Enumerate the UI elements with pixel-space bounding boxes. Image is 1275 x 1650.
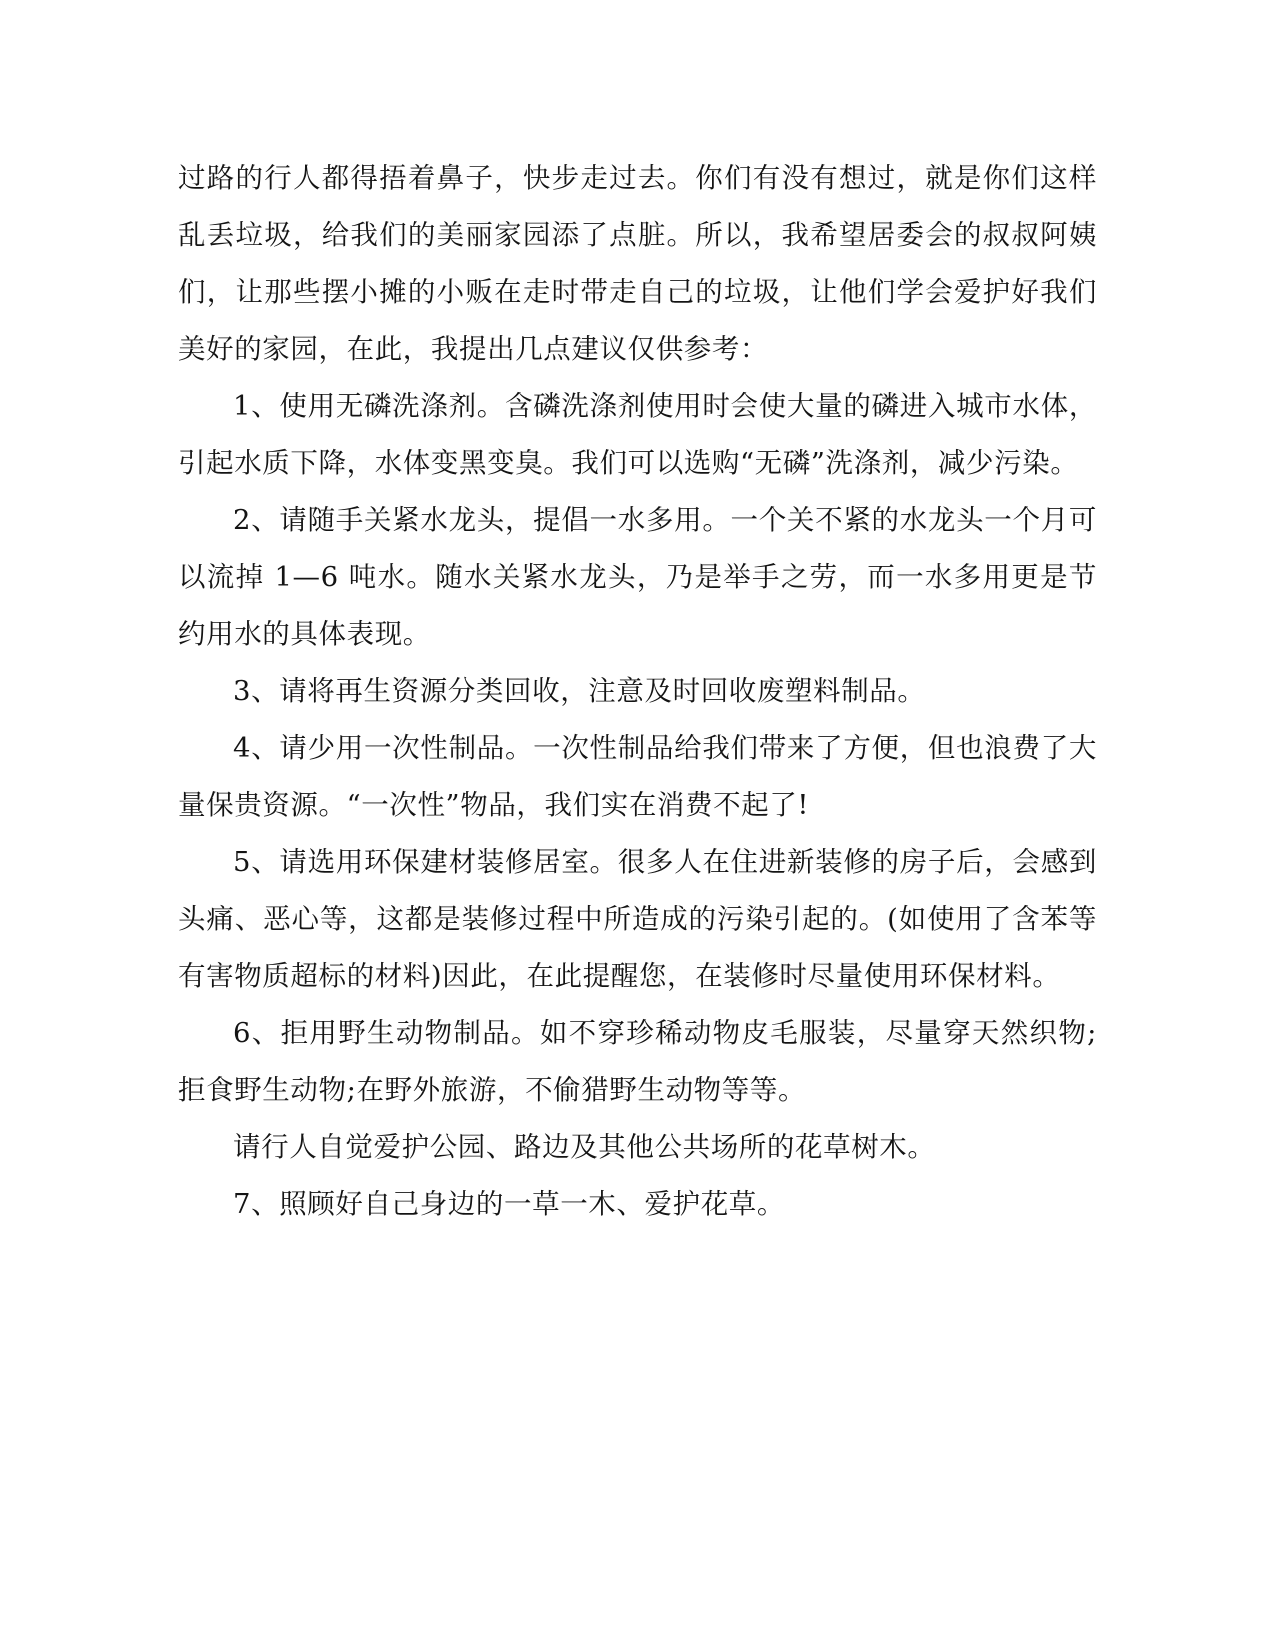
paragraph-suggestion-6: 6、拒用野生动物制品。如不穿珍稀动物皮毛服装，尽量穿天然织物;拒食野生动物;在野外旅游，不偷猎野生动物等等。 <box>178 1017 1097 1106</box>
paragraph-suggestion-4: 4、请少用一次性制品。一次性制品给我们带来了方便，但也浪费了大量保贵资源。“一次性”物品，我们实在消费不起了! <box>178 732 1097 821</box>
paragraph-public-notice: 请行人自觉爱护公园、路边及其他公共场所的花草树木。 <box>233 1131 936 1163</box>
document-body <box>178 150 1097 1233</box>
paragraph-suggestion-2: 2、请随手关紧水龙头，提倡一水多用。一个关不紧的水龙头一个月可以流掉 1—6 吨水。随水关紧水龙头，乃是举手之劳，而一水多用更是节约用水的具体表现。 <box>178 504 1097 650</box>
paragraph-suggestion-7: 7、照顾好自己身边的一草一木、爱护花草。 <box>233 1188 785 1220</box>
paragraph-suggestion-1: 1、使用无磷洗涤剂。含磷洗涤剂使用时会使大量的磷进入城市水体，引起水质下降，水体变黑变臭。我们可以选购“无磷”洗涤剂，减少污染。 <box>178 390 1097 479</box>
paragraph-suggestion-5: 5、请选用环保建材装修居室。很多人在住进新装修的房子后，会感到头痛、恶心等，这都是装修过程中所造成的污染引起的。(如使用了含苯等有害物质超标的材料)因此，在此提醒您，在装修时尽量使用环保材料。 <box>178 846 1097 992</box>
paragraph-intro: 过路的行人都得捂着鼻子，快步走过去。你们有没有想过，就是你们这样乱丢垃圾，给我们的美丽家园添了点脏。所以，我希望居委会的叔叔阿姨们，让那些摆小摊的小贩在走时带走自己的垃圾，让他们学会爱护好我们美好的家园，在此，我提出几点建议仅供参考： <box>178 162 1097 365</box>
paragraph-suggestion-3: 3、请将再生资源分类回收，注意及时回收废塑料制品。 <box>233 675 926 707</box>
